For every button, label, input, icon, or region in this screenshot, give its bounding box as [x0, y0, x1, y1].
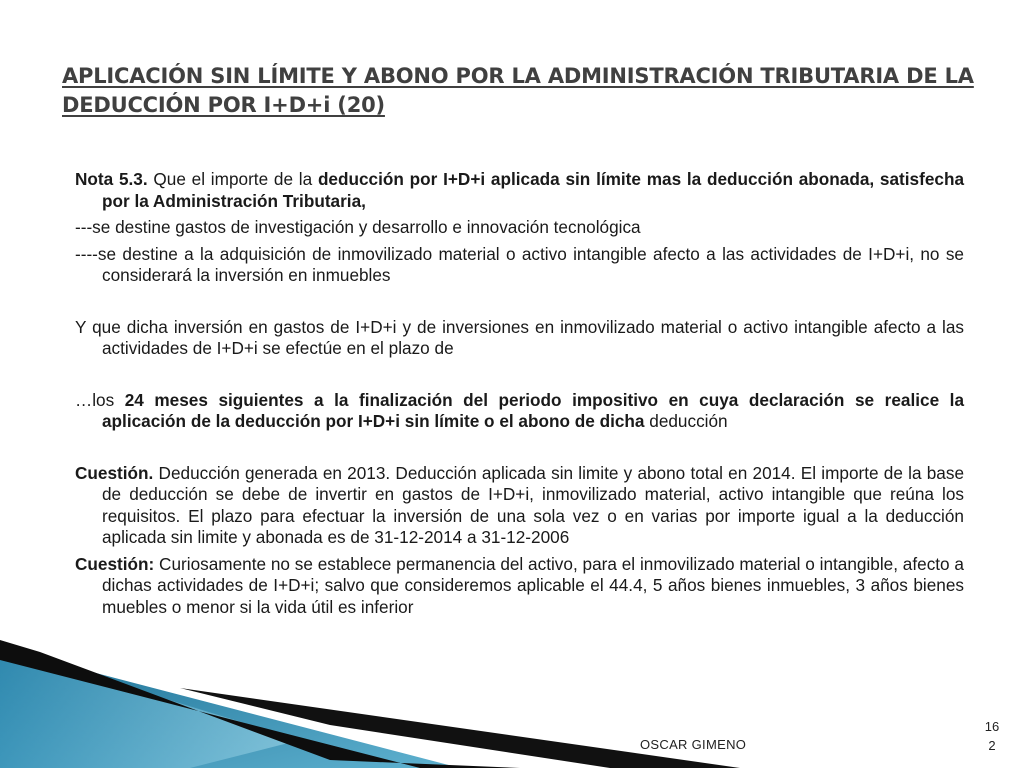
note-bold-text: deducción por I+D+i aplicada sin límite mas la deducción abonada, satisfecha por la Administración Tributaria, [102, 169, 965, 211]
slide-body [75, 169, 964, 618]
deadline-paragraph [75, 390, 964, 433]
page-number-line1: 16 [984, 719, 1000, 734]
note-text: Que el importe de la [147, 169, 318, 189]
question-text-2: Curiosamente no se establece permanencia del activo, para el inmovilizado material o intangible, afecto a dichas actividades de I+D+i; salvo que consideremos aplicable el 44.4, 5 años bienes inmuebles, 3 años bienes muebles o menor si la vida útil es inferior [102, 553, 964, 617]
question-label-2: Cuestión: [75, 553, 155, 574]
deadline-prefix: …los [75, 389, 125, 410]
page-number [979, 717, 1005, 755]
condition-paragraph: Y que dicha inversión en gastos de I+D+i y de inversiones en inmovilizado material o activo intangible afecto a las actividades de I+D+i se efectúe en el plazo de [75, 316, 964, 358]
slide-title: APLICACIÓN SIN LÍMITE Y ABONO POR LA ADMINISTRACIÓN TRIBUTARIA DE LA DEDUCCIÓN POR I+D+i (20) [62, 64, 974, 117]
list-item-gastos: ---se destine gastos de investigación y desarrollo e innovación tecnológica [75, 217, 641, 237]
note-label: Nota 5.3. [75, 169, 148, 189]
list-item-adquisicion: ----se destine a la adquisición de inmovilizado material o activo intangible afecto a las actividades de I+D+i, no se considerará la inversión en inmuebles [75, 243, 964, 285]
footer-author: OSCAR GIMENO [640, 737, 747, 752]
deadline-bold-text: 24 meses siguientes a la finalización del periodo impositivo en cuya declaración se realice la aplicación de la deducción por I+D+i sin límite o el abono de dicha [102, 389, 965, 431]
note-paragraph [75, 169, 964, 212]
question-label-1: Cuestión. [75, 462, 154, 483]
deadline-suffix: deducción [644, 411, 728, 431]
question-paragraph-2 [75, 554, 964, 619]
question-text-1: Deducción generada en 2013. Deducción aplicada sin limite y abono total en 2014. El importe de la base de deducción se debe de invertir en gastos de I+D+i, inmovilizado material, activo intangible que reúna los requisitos. El plazo para efectuar la inversión de una sola vez o en varias por importe igual a la deducción aplicada sin limite y abonada es de 31-12-2014 a 31-12-2006 [102, 462, 964, 547]
question-paragraph-1 [75, 463, 964, 549]
page-number-line2: 2 [988, 738, 996, 753]
